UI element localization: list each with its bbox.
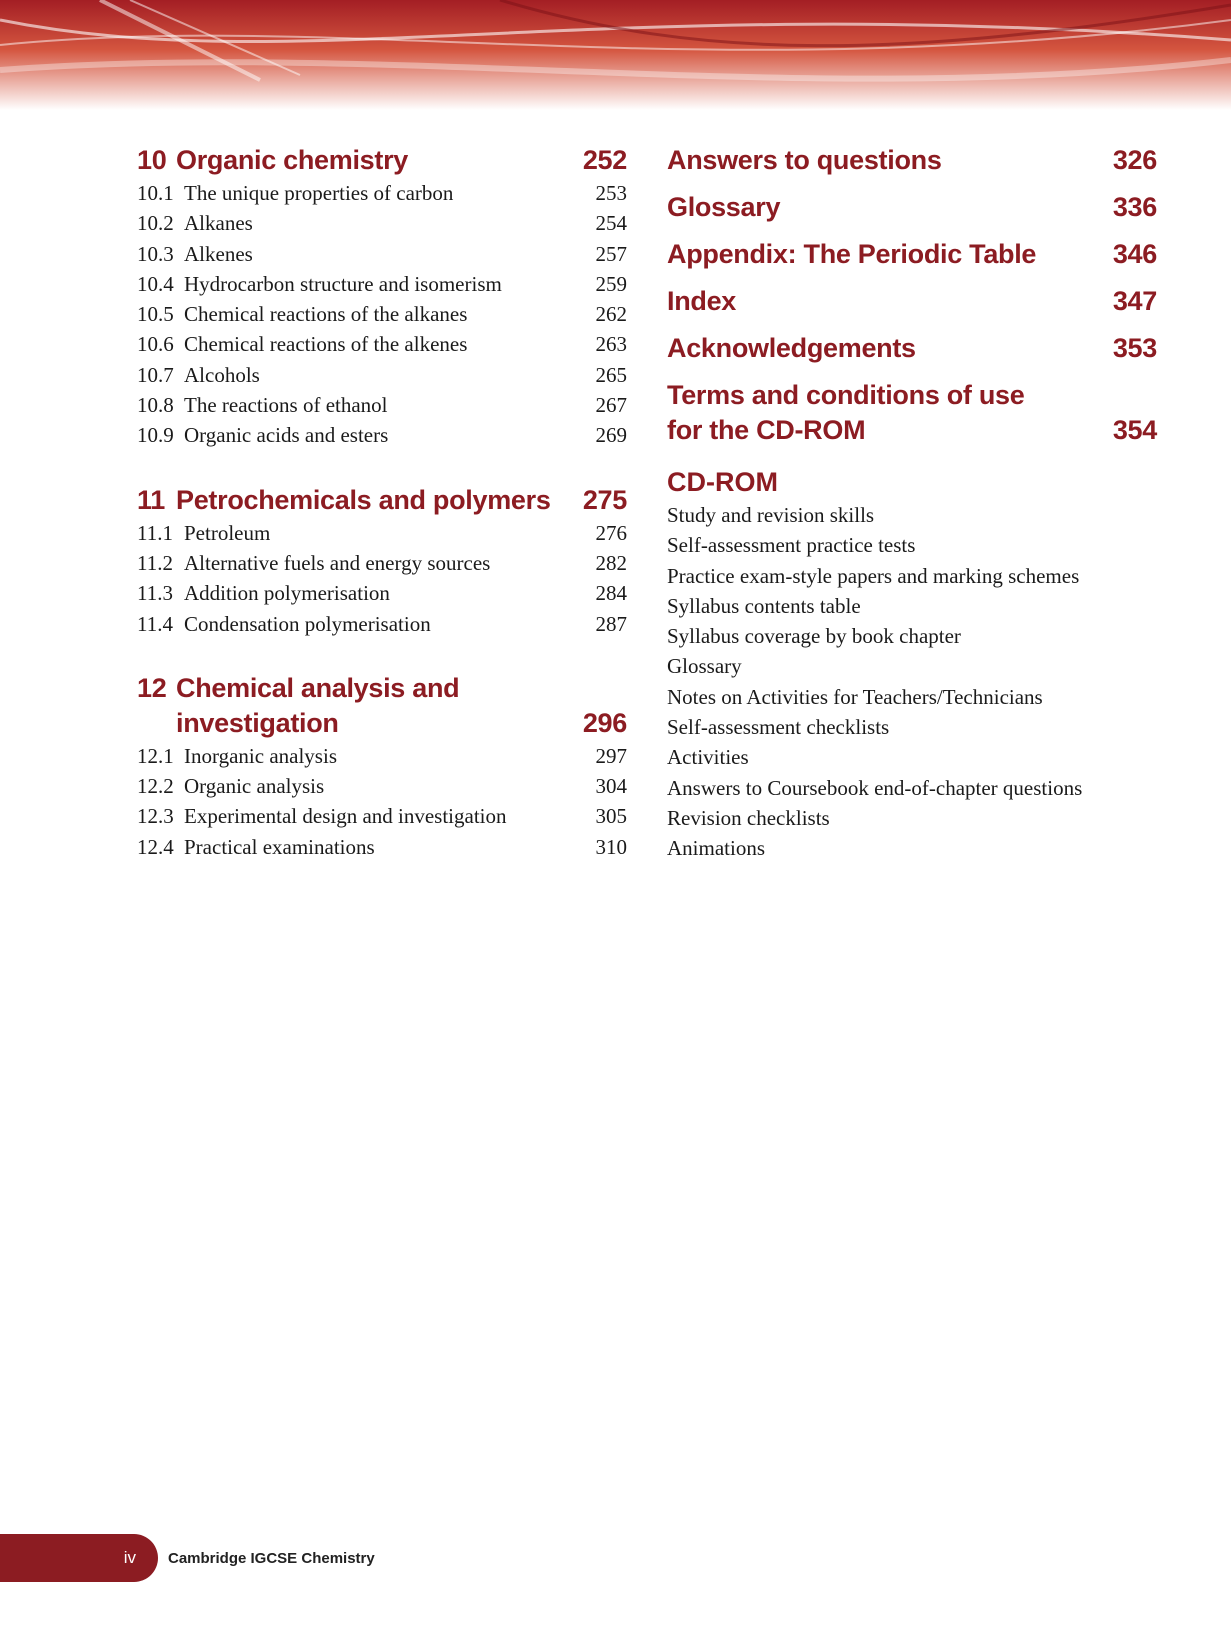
section-label [137,390,388,420]
section-title: Inorganic analysis [184,743,337,768]
section-page: 263 [595,332,627,357]
section-number: 12.2 [137,774,174,799]
section-title: Alternative fuels and energy sources [184,550,491,575]
section-number: 10.3 [137,241,174,266]
section-row[interactable] [137,329,627,359]
section-row[interactable] [137,518,627,548]
chapter-heading[interactable] [137,671,627,741]
section-row[interactable] [137,771,627,801]
section-label [137,578,390,608]
entry-page: 326 [1112,145,1157,175]
section-title: Chemical reactions of the alkanes [184,302,468,327]
section-row[interactable] [137,548,627,578]
section-number: 12.4 [137,834,174,859]
cd-rom-item[interactable]: Self-assessment checklists [667,715,890,740]
section-number: 10.4 [137,271,174,296]
entry-title: Glossary [667,192,781,222]
entry-page: 347 [1112,286,1157,316]
section-number: 12.1 [137,743,174,768]
chapter-number: 11 [137,484,165,515]
section-page: 276 [595,520,627,545]
page-footer [0,1534,375,1582]
page-number: iv [123,1548,136,1567]
section-title: The unique properties of carbon [184,181,454,205]
back-matter-entry[interactable] [667,378,1157,448]
section-row[interactable] [137,420,627,450]
section-page: 257 [595,241,627,266]
section-row[interactable] [137,299,627,329]
chapter-number: 10 [137,145,167,175]
section-label [137,832,375,862]
cd-rom-item[interactable]: Revision checklists [667,805,830,830]
entry-page: 354 [1112,415,1157,445]
section-page: 310 [595,834,627,859]
section-label [137,269,502,299]
section-label [137,329,467,359]
cd-rom-item[interactable]: Self-assessment practice tests [667,533,916,558]
section-row[interactable] [137,801,627,831]
cd-rom-item[interactable]: Study and revision skills [667,503,875,527]
section-number: 10.9 [137,423,174,448]
cd-rom-item[interactable]: Animations [667,836,765,861]
section-row[interactable] [137,269,627,299]
section-number: 10.7 [137,362,174,387]
chapter-block [137,143,627,451]
cd-rom-item[interactable]: Syllabus coverage by book chapter [667,624,961,649]
back-matter-entry[interactable] [667,331,1157,366]
back-matter-entry[interactable] [667,190,1157,225]
chapter-heading[interactable] [137,483,627,518]
section-page: 262 [595,302,627,327]
section-title: Petroleum [184,520,271,545]
section-title: Alkanes [184,211,253,236]
section-number: 12.3 [137,804,174,829]
cd-rom-heading: CD-ROM [667,467,778,497]
section-number: 10.5 [137,302,174,327]
section-label [137,548,490,578]
book-title: Cambridge IGCSE Chemistry [168,1549,375,1567]
section-page: 265 [595,362,627,387]
section-label [137,208,253,238]
cd-rom-item[interactable]: Answers to Coursebook end-of-chapter questions [667,775,1083,800]
section-number: 11.1 [137,520,173,545]
back-matter-entries [667,143,1157,448]
section-label [137,741,337,771]
section-label [137,178,453,208]
section-page: 305 [595,804,627,829]
entry-page: 346 [1112,239,1157,269]
section-number: 10.1 [137,181,174,205]
chapter-page: 275 [582,484,627,515]
section-title: Practical examinations [184,834,375,859]
section-number: 10.2 [137,211,174,236]
chapter-name: Petrochemicals and polymers [176,484,551,515]
chapter-name: Organic chemistry [176,145,408,175]
cd-rom-item[interactable]: Notes on Activities for Teachers/Technicians [667,684,1043,709]
entry-title: Index [667,286,737,316]
chapter-page: 252 [582,145,627,175]
section-row[interactable] [137,832,627,862]
chapter-title [137,483,551,518]
entry-page: 336 [1112,192,1157,222]
section-row[interactable] [137,178,627,208]
page-number-tab [0,1534,158,1582]
section-number: 11.3 [137,581,173,606]
header-banner [0,0,1231,110]
section-row[interactable] [137,609,627,639]
back-matter-entry[interactable] [667,237,1157,272]
chapter-title [137,143,408,178]
chapter-title [137,671,556,741]
chapter-number: 12 [137,672,167,703]
section-page: 287 [595,611,627,636]
section-row[interactable] [137,578,627,608]
section-title: Alcohols [184,362,260,387]
section-page: 284 [595,581,627,606]
section-label [137,299,467,329]
toc-right-column [667,143,1157,864]
section-title: Experimental design and investigation [184,804,507,829]
section-number: 10.6 [137,332,174,357]
section-label [137,801,507,831]
entry-page: 353 [1112,333,1157,363]
toc-left-column [137,143,627,894]
section-label [137,518,270,548]
section-row[interactable] [137,239,627,269]
section-title: Condensation polymerisation [184,611,431,636]
chapter-page: 296 [582,707,627,738]
section-row[interactable] [137,208,627,238]
cd-rom-item[interactable]: Glossary [667,654,742,679]
section-number: 11.4 [137,611,173,636]
section-title: Organic acids and esters [184,423,389,448]
cd-rom-item[interactable]: Activities [667,745,749,770]
section-label [137,609,431,639]
section-page: 253 [595,181,627,205]
section-page: 304 [595,774,627,799]
section-number: 11.2 [137,550,173,575]
chapter-block [137,671,627,862]
chapter-block [137,483,627,639]
entry-title: Appendix: The Periodic Table [667,239,1037,269]
entry-title: Acknowledgements [667,333,916,363]
section-title: Addition polymerisation [184,581,390,606]
section-title: The reactions of ethanol [184,393,388,418]
cd-rom-item[interactable]: Syllabus contents table [667,593,861,618]
section-page: 282 [595,550,627,575]
entry-title: Terms and conditions of use for the CD-ROM [667,380,1025,445]
section-label [137,360,260,390]
entry-title: Answers to questions [667,145,942,175]
section-row[interactable] [137,360,627,390]
section-title: Alkenes [184,241,253,266]
cd-rom-item[interactable]: Practice exam-style papers and marking schemes [667,563,1080,588]
back-matter-entry[interactable] [667,284,1157,319]
chapter-name: Chemical analysis and investigation [176,672,460,738]
section-row[interactable] [137,390,627,420]
section-page: 297 [595,743,627,768]
section-number: 10.8 [137,393,174,418]
section-title: Chemical reactions of the alkenes [184,332,468,357]
section-page: 254 [595,211,627,236]
cd-rom-list [667,500,1157,864]
section-row[interactable] [137,741,627,771]
section-page: 267 [595,393,627,418]
section-label [137,239,253,269]
section-title: Organic analysis [184,774,325,799]
back-matter-entry[interactable] [667,143,1157,178]
section-page: 259 [595,271,627,296]
chapter-heading[interactable] [137,143,627,178]
section-title: Hydrocarbon structure and isomerism [184,271,502,296]
section-label [137,420,388,450]
section-page: 269 [595,423,627,448]
section-label [137,771,324,801]
